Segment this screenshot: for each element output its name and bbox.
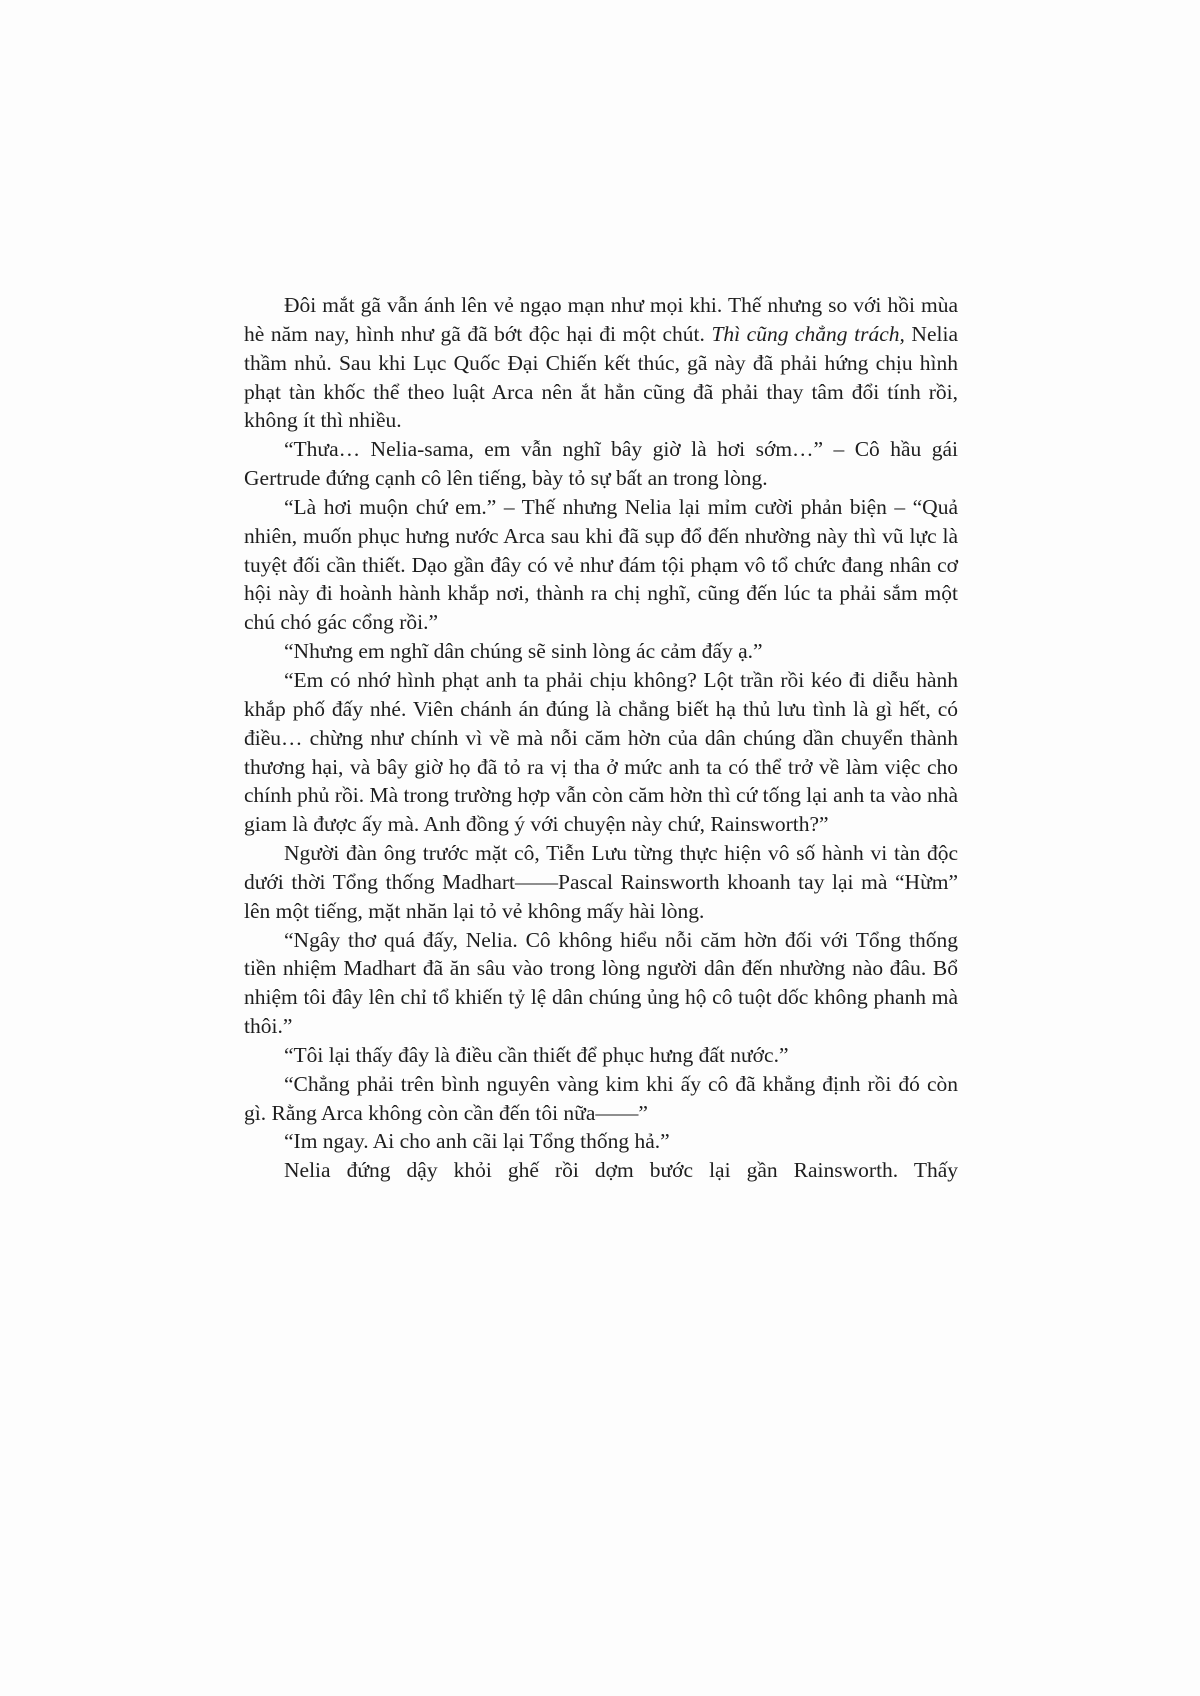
paragraph-text: Nelia đứng dậy khỏi ghế rồi dợm bước lại gần Rainsworth. Thấy bbox=[284, 1158, 958, 1183]
paragraph-text: Người đàn ông trước mặt cô, Tiễn Lưu từng thực hiện vô số hành vi tàn độc dưới thời Tổng thống Madhart——Pascal Rainsworth khoanh tay lại mà “Hừm” lên một tiếng, mặt nhăn lại tỏ vẻ không mấy hài lòng. bbox=[244, 841, 958, 923]
paragraph-text: Đôi mắt gã vẫn ánh lên vẻ ngạo mạn như mọi khi. Thế nhưng so với hồi mùa hè năm nay, hình như gã đã bớt độc hại đi một chút. bbox=[244, 293, 958, 346]
italic-thought: Thì cũng chẳng trách, bbox=[711, 321, 905, 346]
paragraph bbox=[244, 1070, 958, 1128]
paragraph bbox=[244, 1041, 958, 1070]
dialogue-text: “Em có nhớ hình phạt anh ta phải chịu không? Lột trần rồi kéo đi diễu hành khắp phố đấy nhé. Viên chánh án đúng là chẳng biết hạ thủ lưu tình là gì hết, có điều… chừng như chính vì về mà nỗi căm hờn của dân chúng dần chuyển thành thương hại, và bây giờ họ đã tỏ ra vị tha ở mức anh ta có thể trở về làm việc cho chính phủ rồi. Mà trong trường hợp vẫn còn căm hờn thì cứ tống lại anh ta vào nhà giam là được ấy mà. Anh đồng ý với chuyện này chứ, Rainsworth?” bbox=[244, 667, 958, 837]
dialogue-text: “Thưa… Nelia-sama, em vẫn nghĩ bây giờ là hơi sớm…” – Cô hầu gái Gertrude đứng cạnh cô lên tiếng, bày tỏ sự bất an trong lòng. bbox=[244, 437, 958, 491]
paragraph-continued bbox=[244, 1156, 958, 1185]
dialogue-text: “Im ngay. Ai cho anh cãi lại Tổng thống hả.” bbox=[284, 1129, 670, 1154]
paragraph bbox=[244, 839, 958, 926]
paragraph-text: Nelia thầm nhủ. Sau khi Lục Quốc Đại Chiến kết thúc, gã này đã phải hứng chịu hình phạt tàn khốc thể theo luật Arca nên ắt hẳn cũng đã phải thay tâm đổi tính rồi, không ít thì nhiều. bbox=[244, 321, 958, 433]
dialogue-text: “Chẳng phải trên bình nguyên vàng kim khi ấy cô đã khẳng định rồi đó còn gì. Rằng Arca không còn cần đến tôi nữa——” bbox=[244, 1071, 958, 1125]
paragraph bbox=[244, 291, 958, 435]
paragraph bbox=[244, 637, 958, 666]
paragraph bbox=[244, 435, 958, 493]
body-text bbox=[244, 291, 958, 1185]
paragraph bbox=[244, 1127, 958, 1156]
paragraph bbox=[244, 666, 958, 839]
dialogue-text: “Ngây thơ quá đấy, Nelia. Cô không hiểu nỗi căm hờn đối với Tổng thống tiền nhiệm Madhart đã ăn sâu vào trong lòng người dân đến nhường nào đâu. Bổ nhiệm tôi đây lên chỉ tổ khiến tỷ lệ dân chúng ủng hộ cô tuột dốc không phanh mà thôi.” bbox=[244, 927, 958, 1039]
dialogue-text: “Là hơi muộn chứ em.” – Thế nhưng Nelia lại mỉm cười phản biện – “Quả nhiên, muốn phục hưng nước Arca sau khi đã sụp đổ đến nhường này thì vũ lực là tuyệt đối cần thiết. Dạo gần đây có vẻ như đám tội phạm vô tổ chức đang nhân cơ hội này đi hoành hành khắp nơi, thành ra chị nghĩ, cũng đến lúc ta phải sắm một chú chó gác cổng rồi.” bbox=[244, 494, 958, 635]
dialogue-text: “Nhưng em nghĩ dân chúng sẽ sinh lòng ác cảm đấy ạ.” bbox=[284, 639, 763, 664]
dialogue-text: “Tôi lại thấy đây là điều cần thiết để phục hưng đất nước.” bbox=[284, 1042, 789, 1067]
paragraph bbox=[244, 493, 958, 637]
paragraph bbox=[244, 926, 958, 1041]
